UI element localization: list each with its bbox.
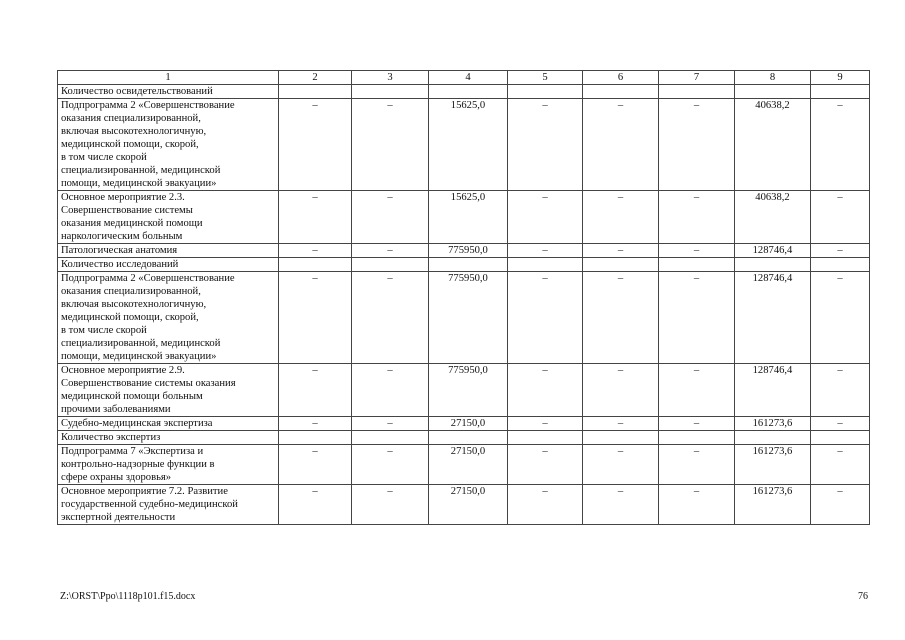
column-header: 6 (583, 71, 659, 85)
value-cell: – (811, 485, 870, 525)
value-cell: 15625,0 (429, 99, 508, 191)
row-name: Подпрограмма 2 «Совершенствование оказания специализированной, включая высокотехнологичную, медицинской помощи, скорой, в том числе скорой специализированной, медицинской помощи, медицинской эвакуации» (58, 272, 279, 364)
empty-cell (811, 85, 870, 99)
row-name: Основное мероприятие 2.3. Совершенствование системы оказания медицинской помощи наркологическим больным (58, 191, 279, 244)
value-cell: – (352, 191, 429, 244)
empty-cell (352, 431, 429, 445)
empty-cell (429, 431, 508, 445)
value-cell: – (583, 485, 659, 525)
row-name: Количество исследований (58, 258, 279, 272)
value-cell: – (279, 244, 352, 258)
empty-cell (429, 85, 508, 99)
empty-cell (429, 258, 508, 272)
value-cell: – (279, 99, 352, 191)
row-name: Количество экспертиз (58, 431, 279, 445)
table-row (58, 244, 870, 258)
section-label-row (58, 258, 870, 272)
empty-cell (659, 85, 735, 99)
value-cell: – (811, 99, 870, 191)
table-row (58, 191, 870, 244)
value-cell: 775950,0 (429, 364, 508, 417)
value-cell: 15625,0 (429, 191, 508, 244)
value-cell: – (659, 272, 735, 364)
empty-cell (508, 85, 583, 99)
empty-cell (659, 258, 735, 272)
empty-cell (735, 431, 811, 445)
value-cell: – (279, 272, 352, 364)
value-cell: – (811, 191, 870, 244)
empty-cell (735, 258, 811, 272)
value-cell: – (659, 364, 735, 417)
value-cell: – (583, 364, 659, 417)
value-cell: 161273,6 (735, 417, 811, 431)
row-name: Основное мероприятие 2.9. Совершенствование системы оказания медицинской помощи больным прочими заболеваниями (58, 364, 279, 417)
empty-cell (811, 431, 870, 445)
value-cell: – (508, 485, 583, 525)
empty-cell (279, 258, 352, 272)
table-row (58, 485, 870, 525)
value-cell: – (583, 272, 659, 364)
table-row (58, 417, 870, 431)
section-label-row (58, 85, 870, 99)
value-cell: – (352, 272, 429, 364)
value-cell: 161273,6 (735, 445, 811, 485)
empty-cell (279, 431, 352, 445)
empty-cell (508, 258, 583, 272)
empty-cell (279, 85, 352, 99)
value-cell: – (583, 417, 659, 431)
value-cell: – (811, 417, 870, 431)
column-header: 9 (811, 71, 870, 85)
column-header: 2 (279, 71, 352, 85)
value-cell: – (508, 417, 583, 431)
value-cell: 27150,0 (429, 417, 508, 431)
empty-cell (659, 431, 735, 445)
value-cell: – (583, 191, 659, 244)
value-cell: – (508, 364, 583, 417)
empty-cell (583, 431, 659, 445)
column-header: 1 (58, 71, 279, 85)
value-cell: – (352, 99, 429, 191)
value-cell: – (352, 364, 429, 417)
value-cell: – (583, 445, 659, 485)
row-name: Подпрограмма 7 «Экспертиза и контрольно-надзорные функции в сфере охраны здоровья» (58, 445, 279, 485)
value-cell: – (659, 485, 735, 525)
column-header: 8 (735, 71, 811, 85)
row-name: Количество освидетельствований (58, 85, 279, 99)
value-cell: – (508, 99, 583, 191)
value-cell: – (352, 485, 429, 525)
value-cell: – (811, 272, 870, 364)
row-name: Основное мероприятие 7.2. Развитие государственной судебно-медицинской экспертной деятельности (58, 485, 279, 525)
value-cell: – (811, 445, 870, 485)
value-cell: – (659, 445, 735, 485)
column-header: 5 (508, 71, 583, 85)
value-cell: – (279, 417, 352, 431)
row-name: Судебно-медицинская экспертиза (58, 417, 279, 431)
value-cell: – (508, 191, 583, 244)
value-cell: – (352, 417, 429, 431)
empty-cell (352, 85, 429, 99)
empty-cell (352, 258, 429, 272)
value-cell: – (583, 99, 659, 191)
value-cell: – (659, 417, 735, 431)
column-header: 7 (659, 71, 735, 85)
value-cell: – (279, 191, 352, 244)
value-cell: 128746,4 (735, 272, 811, 364)
value-cell: – (352, 244, 429, 258)
value-cell: – (811, 364, 870, 417)
value-cell: – (352, 445, 429, 485)
value-cell: – (659, 99, 735, 191)
empty-cell (735, 85, 811, 99)
value-cell: – (279, 364, 352, 417)
value-cell: – (659, 191, 735, 244)
value-cell: 775950,0 (429, 272, 508, 364)
value-cell: 128746,4 (735, 364, 811, 417)
value-cell: – (279, 445, 352, 485)
column-header: 4 (429, 71, 508, 85)
value-cell: 40638,2 (735, 191, 811, 244)
value-cell: – (508, 272, 583, 364)
value-cell: 40638,2 (735, 99, 811, 191)
value-cell: – (279, 485, 352, 525)
footer-file-path: Z:\ORST\Ppo\1118p101.f15.docx (60, 591, 196, 602)
value-cell: – (811, 244, 870, 258)
data-table (57, 70, 870, 525)
table-row (58, 364, 870, 417)
column-header: 3 (352, 71, 429, 85)
footer-page-number: 76 (858, 591, 868, 602)
value-cell: 161273,6 (735, 485, 811, 525)
value-cell: 128746,4 (735, 244, 811, 258)
value-cell: – (508, 445, 583, 485)
empty-cell (508, 431, 583, 445)
row-name: Подпрограмма 2 «Совершенствование оказания специализированной, включая высокотехнологичную, медицинской помощи, скорой, в том числе скорой специализированной, медицинской помощи, медицинской эвакуации» (58, 99, 279, 191)
table-row (58, 445, 870, 485)
value-cell: 27150,0 (429, 485, 508, 525)
row-name: Патологическая анатомия (58, 244, 279, 258)
section-label-row (58, 431, 870, 445)
value-cell: 27150,0 (429, 445, 508, 485)
value-cell: – (583, 244, 659, 258)
empty-cell (583, 258, 659, 272)
table-row (58, 272, 870, 364)
empty-cell (583, 85, 659, 99)
empty-cell (811, 258, 870, 272)
value-cell: – (508, 244, 583, 258)
value-cell: 775950,0 (429, 244, 508, 258)
table-header-row (58, 71, 870, 85)
value-cell: – (659, 244, 735, 258)
table-row (58, 99, 870, 191)
